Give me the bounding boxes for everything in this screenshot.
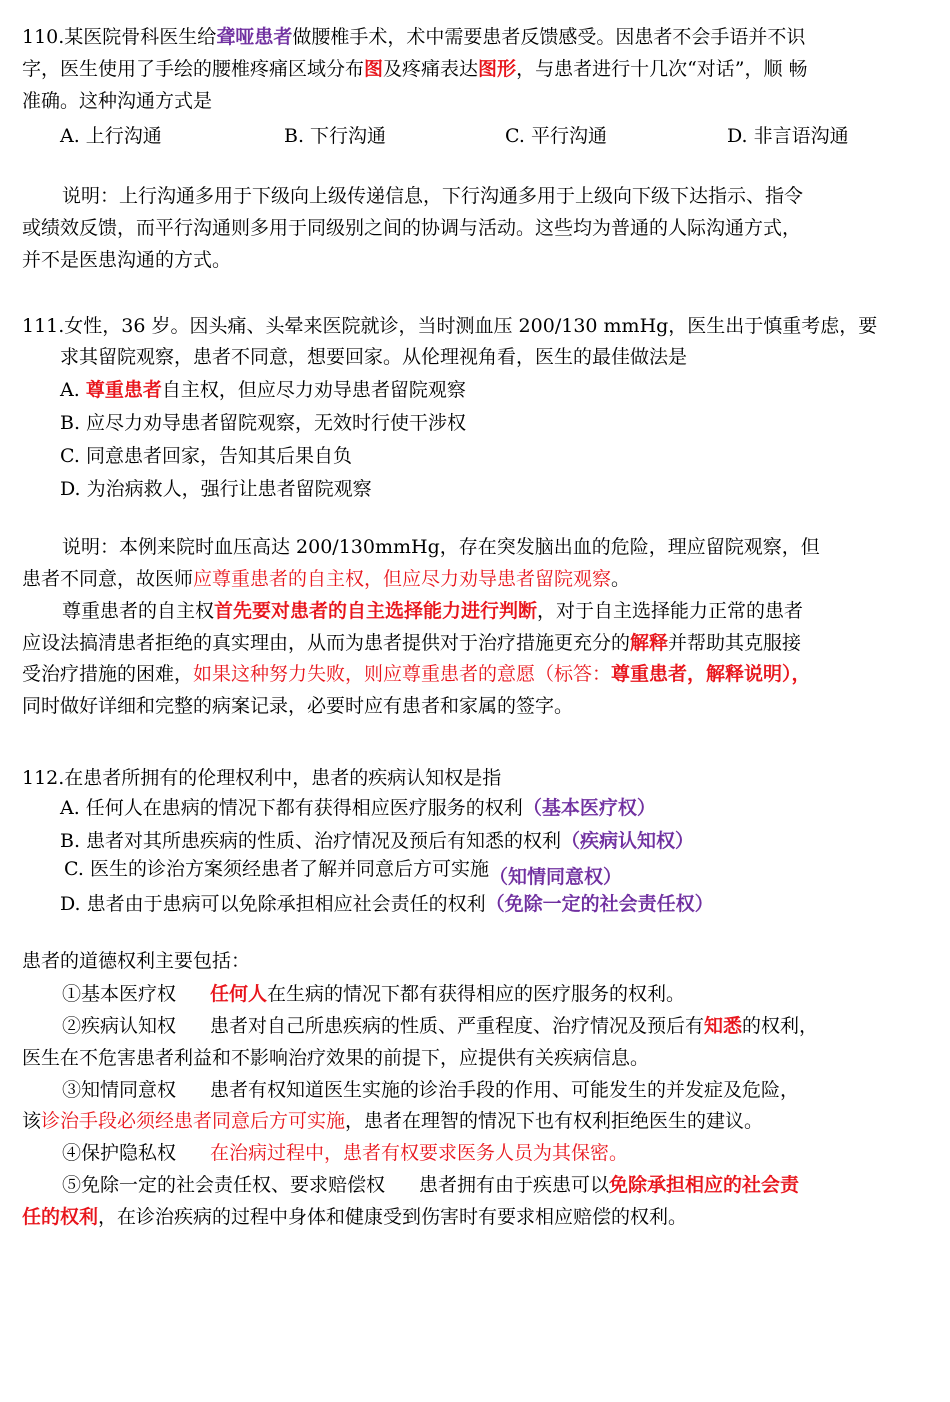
highlight-close-paren: ），: [782, 663, 811, 685]
text: 受治疗措施的困难，: [22, 663, 194, 685]
text: 患者不同意，故医师: [22, 568, 194, 590]
q110-option-b: B. 下行沟通: [284, 125, 387, 147]
text: ，在诊治疾病的过程中身体和健康受到伤害时有要求相应赔偿的权利。: [98, 1206, 688, 1228]
text: ，与患者进行十几次“对话”，顺 畅: [516, 58, 808, 80]
text: 患者有权知道医生实施的诊治手段的作用、可能发生的并发症及危险，: [210, 1079, 800, 1101]
tag-disease-cognition-right: （疾病认知权）: [561, 830, 695, 852]
text: 110.某医院骨科医生给: [22, 26, 217, 48]
q110-stem-line-3: 准确。这种沟通方式是: [22, 90, 213, 112]
q110-explanation-line-2: 或绩效反馈，而平行沟通则多用于同级别之间的协调与活动。这些均为普通的人际沟通方式，: [22, 217, 802, 239]
highlight-standard-answer: 尊重患者，解释说明: [611, 663, 783, 685]
highlight-consent-required: 诊治手段必须经患者同意后方可实施: [41, 1110, 346, 1132]
q111-stem-line-2: 求其留院观察，患者不同意，想要回家。从伦理视角看，医生的最佳做法是: [60, 346, 688, 368]
q110-option-d: D. 非言语沟通: [727, 125, 849, 147]
highlight-explain: 解释: [630, 632, 669, 654]
text: ③知情同意权: [62, 1079, 177, 1101]
q111-option-c: C. 同意患者回家，告知其后果自负: [60, 445, 352, 467]
q112-option-d: [60, 889, 714, 916]
highlight-deaf-patient: 聋哑患者: [216, 26, 293, 48]
right-5-line-2: [22, 1202, 687, 1229]
q110-stem-line-1: [22, 22, 805, 49]
q110-stem-line-2: [22, 54, 808, 81]
q111-option-d: D. 为治病救人，强行让患者留院观察: [60, 478, 372, 500]
text: 患者拥有由于疾患可以: [419, 1174, 610, 1196]
text: 在生病的情况下都有获得相应的医疗服务的权利。: [267, 983, 686, 1005]
text: ，患者在理智的情况下也有权利拒绝医生的建议。: [345, 1110, 764, 1132]
tag-basic-medical-right: （基本医疗权）: [522, 797, 656, 819]
q112-option-c: [64, 854, 622, 888]
text: ①基本医疗权: [62, 983, 177, 1005]
highlight-answer: 应尊重患者的自主权，但应尽力劝导患者留院观察: [193, 568, 612, 590]
q110-explanation-line-1: 说明：上行沟通多用于下级向上级传递信息，下行沟通多用于上级向下级下达指示、指令: [62, 185, 804, 207]
q111-paragraph-line-2: [22, 628, 801, 655]
highlight-know: 知悉: [704, 1015, 743, 1037]
q112-option-b: [60, 826, 694, 853]
text: A. 任何人在患病的情况下都有获得相应医疗服务的权利: [60, 797, 523, 819]
right-5-line-1: [62, 1170, 799, 1197]
highlight-figure: 图: [364, 58, 384, 80]
q111-explanation-line-1: 说明：本例来院时血压高达 200/130mmHg，存在突发脑出血的危险，理应留院观察，但: [62, 536, 820, 558]
rights-heading: 患者的道德权利主要包括：: [22, 950, 251, 972]
q110-explanation-line-3: 并不是医患沟通的方式。: [22, 249, 232, 271]
text: 字，医生使用了手绘的腰椎疼痛区域分布: [22, 58, 365, 80]
text: 患者对自己所患疾病的性质、严重程度、治疗情况及预后有: [210, 1015, 705, 1037]
highlight-confidentiality: 在治病过程中，患者有权要求医务人员为其保密。: [210, 1142, 629, 1164]
text: ⑤免除一定的社会责任权、要求赔偿权: [62, 1174, 386, 1196]
text: ②疾病认知权: [62, 1015, 177, 1037]
q111-paragraph-line-4: 同时做好详细和完整的病案记录，必要时应有患者和家属的签字。: [22, 695, 574, 717]
highlight-respect-wishes: 如果这种努力失败，则应尊重患者的意愿（标答：: [193, 663, 612, 685]
q112-option-a: [60, 793, 656, 820]
q111-option-a: [60, 375, 466, 402]
text: 及疼痛表达: [383, 58, 479, 80]
highlight-respect-patient: 尊重患者: [85, 379, 162, 401]
highlight-right: 任的权利: [22, 1206, 99, 1228]
q111-option-b: B. 应尽力劝导患者留院观察，无效时行使干涉权: [60, 412, 467, 434]
tag-informed-consent-right: （知情同意权）: [488, 866, 622, 888]
highlight-exempt-responsibility: 免除承担相应的社会责: [609, 1174, 800, 1196]
highlight-judgment: 首先要对患者的自主选择能力进行判断: [214, 600, 538, 622]
right-1: [62, 979, 685, 1006]
text: B. 患者对其所患疾病的性质、治疗情况及预后有知悉的权利: [60, 830, 562, 852]
q110-option-c: C. 平行沟通: [505, 125, 607, 147]
q111-explanation-line-2: [22, 564, 630, 591]
right-2-line-2: 医生在不危害患者利益和不影响治疗效果的前提下，应提供有关疾病信息。: [22, 1047, 650, 1069]
text: 该: [22, 1110, 42, 1132]
text: C. 医生的诊治方案须经患者了解并同意后方可实施: [64, 858, 489, 880]
text: ，对于自主选择能力正常的患者: [537, 600, 804, 622]
highlight-graphic: 图形: [478, 58, 517, 80]
right-3-line-2: [22, 1106, 763, 1133]
text: 自主权，但应尽力劝导患者留院观察: [161, 379, 466, 401]
text: 。: [611, 568, 631, 590]
right-3-line-1: [62, 1075, 799, 1102]
text: 应设法搞清患者拒绝的真实理由，从而为患者提供对于治疗措施更充分的: [22, 632, 631, 654]
q112-stem: 112.在患者所拥有的伦理权利中，患者的疾病认知权是指: [22, 767, 502, 789]
text: 并帮助其克服接: [668, 632, 802, 654]
highlight-anyone: 任何人: [210, 983, 268, 1005]
q110-option-a: A. 上行沟通: [60, 125, 162, 147]
text: A.: [60, 379, 80, 401]
q111-stem-line-1: 111.女性，36 岁。因头痛、头晕来医院就诊，当时测血压 200/130 mmHg，医生出于慎重考虑，要: [22, 315, 878, 337]
text: ④保护隐私权: [62, 1142, 177, 1164]
right-4: [62, 1138, 628, 1165]
q111-paragraph-line-1: [62, 596, 803, 623]
text: D. 患者由于患病可以免除承担相应社会责任的权利: [60, 893, 486, 915]
text: 做腰椎手术，术中需要患者反馈感受。因患者不会手语并不识: [292, 26, 806, 48]
text: 的权利，: [742, 1015, 819, 1037]
text: 尊重患者的自主权: [62, 600, 215, 622]
q111-paragraph-line-3: [22, 659, 811, 686]
tag-exemption-right: （免除一定的社会责任权）: [485, 893, 714, 915]
right-2-line-1: [62, 1011, 818, 1038]
